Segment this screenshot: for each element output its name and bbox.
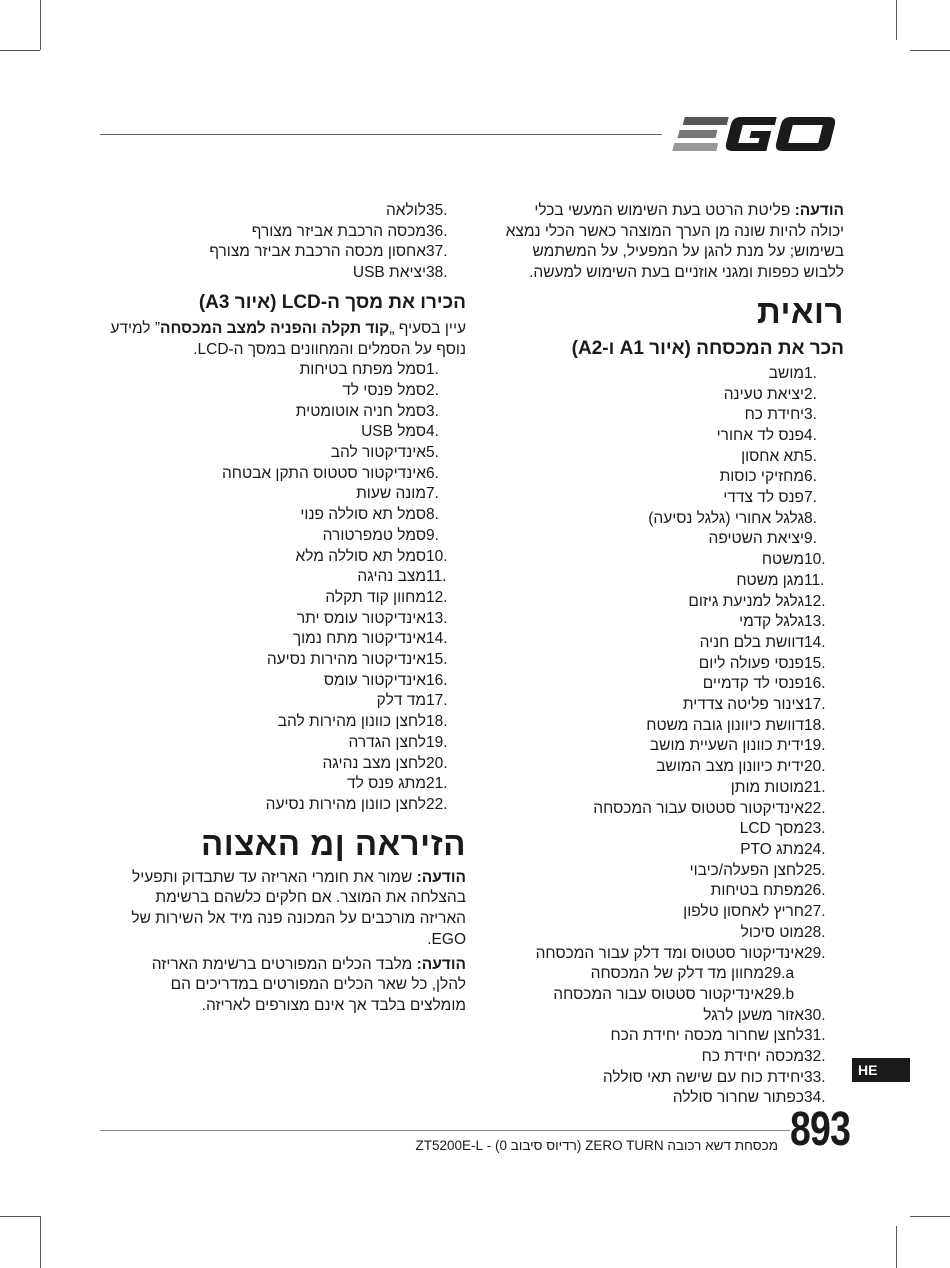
list-item-number: 8. (426, 506, 439, 524)
list-item-number: 7. (804, 489, 817, 507)
crop-mark (896, 1226, 897, 1268)
list-item-text: יציאת טעינה (723, 385, 804, 403)
note-line: יכולה להיות שונה מן הערך המוצהר כאשר הכלי נמצא (505, 222, 844, 240)
list-item-number: 16. (426, 671, 448, 689)
list-item (504, 861, 844, 882)
list-item-number: 21. (804, 778, 826, 796)
list-item-number: 11. (426, 568, 447, 586)
list-item-text: מכסה יחידת כח (701, 1048, 804, 1066)
list-item-number: 17. (804, 696, 826, 714)
list-item (96, 733, 466, 754)
list-item (96, 526, 466, 547)
list-item-text: מסך LCD (739, 820, 804, 838)
list-item (96, 443, 466, 464)
list-item-text: פנסי פעולה ליום (698, 654, 804, 672)
list-item (504, 364, 844, 385)
list-item (504, 674, 844, 695)
list-item-number: 29. (804, 944, 826, 962)
list-item (96, 484, 466, 505)
list-item (504, 488, 844, 509)
list-item-number: 22. (426, 795, 448, 813)
list-item (504, 923, 844, 944)
crop-mark (40, 0, 41, 50)
list-item-number: 26. (804, 882, 826, 900)
list-item-number: 31. (804, 1027, 826, 1045)
list-item-text: סמל מפתח בטיחות (299, 361, 426, 379)
list-item-text: אינדיקטור סטטוס עבור המכסחה (593, 799, 804, 817)
list-item-number: 23. (804, 820, 826, 838)
list-item (504, 944, 844, 965)
note-line: להלן, כל שאר הכלים המפורטים במדריכים הם (170, 976, 466, 994)
left-column (96, 201, 466, 1017)
note-line: מומלצים בלבד אך אינם מצורפים לאריזה. (201, 996, 466, 1014)
list-item (504, 405, 844, 426)
lcd-intro (96, 319, 466, 360)
list-item-text: מצב נהיגה (357, 568, 426, 586)
list-item (504, 654, 844, 675)
list-item-number: 3. (804, 406, 817, 424)
list-item-text: סמל פנסי לד (342, 381, 426, 399)
list-item (96, 263, 466, 284)
list-item-number: 2. (426, 381, 439, 399)
list-item-number: 19. (804, 737, 826, 755)
list-item-number: 32. (804, 1048, 826, 1066)
list-item-text: גלגל אחורי (גלגל נסיעה) (648, 509, 804, 527)
list-item-number: 36. (426, 222, 448, 240)
list-item (96, 712, 466, 733)
list-item (504, 612, 844, 633)
list-item-text: יחידת כוח עם שישה תאי סוללה (602, 1068, 804, 1086)
list-item-text: ידית כיוונון מצב המושב (656, 758, 804, 776)
list-item (96, 360, 466, 381)
list-item-text: חריץ לאחסון טלפון (683, 903, 804, 921)
product-line: מכסחת דשא רכובה ZERO TURN (רדיוס סיבוב 0) - ZT5200E-L (415, 1138, 778, 1153)
note-line: בשימוש; על מנת להגן על המפעיל, על המשתמש (532, 243, 844, 261)
list-item-number: 10. (426, 547, 448, 565)
list-item (96, 201, 466, 222)
list-item (504, 529, 844, 550)
lcd-symbols-list (96, 360, 466, 815)
list-item (504, 426, 844, 447)
list-item-number: 15. (426, 651, 448, 669)
list-item-number: 35. (426, 202, 448, 219)
list-item-text: מד דלק (376, 692, 426, 710)
list-item-text: יציאת USB (352, 264, 426, 282)
list-item-number: 27. (804, 903, 826, 921)
list-item-number: 9. (804, 530, 817, 548)
list-item-text: אינדיקטור להב (330, 444, 426, 462)
list-item-number: 34. (804, 1089, 826, 1107)
list-item-number: 38. (426, 264, 448, 282)
list-item-text: מחזיקי כוסות (719, 468, 804, 486)
crop-mark (40, 1216, 41, 1268)
list-item-text: סמל טמפרטורה (322, 526, 426, 544)
sub-list-item (504, 964, 844, 985)
list-item-number: 19. (426, 733, 448, 751)
lcd-section-title: הכירו את מסך ה-LCD (איור A3) (198, 291, 466, 313)
note-label: הודעה: (416, 955, 466, 973)
list-item-number: 30. (804, 1006, 826, 1024)
list-item-number: 9. (426, 526, 439, 544)
list-item-text: לחצן כוונון מהירות נסיעה (265, 795, 426, 813)
list-item-text: אינדיקטור עומס (323, 671, 426, 689)
list-item-text: לחצן כוונון מהירות להב (277, 713, 426, 731)
packing-section-title: הזיראה ןמ האצוה (200, 824, 466, 862)
list-item-text: גלגל למניעת גיזום (688, 592, 804, 610)
list-item-number: 14. (804, 633, 826, 651)
list-item-number: 21. (426, 775, 448, 793)
ego-logo (672, 112, 844, 156)
list-item-text: כפתור שחרור סוללה (672, 1089, 804, 1107)
note-label: הודעה: (794, 202, 844, 219)
list-item (96, 464, 466, 485)
crop-mark (910, 1216, 950, 1217)
packing-note-2 (96, 955, 466, 1017)
list-item-number: 8. (804, 509, 817, 527)
list-item-text: גלגל קדמי (739, 613, 804, 631)
list-item-text: ידית כוונון השעיית מושב (649, 737, 804, 755)
list-item-text: מוטות מותן (730, 778, 804, 796)
list-item-number: 12. (804, 592, 826, 610)
list-item-text: אינדיקטור סטטוס ומד דלק עבור המכסחה (535, 944, 804, 962)
page-number: 893 (790, 1103, 851, 1156)
list-item (504, 902, 844, 923)
list-item (96, 402, 466, 423)
list-item (504, 550, 844, 571)
list-item-number: 11. (804, 571, 825, 589)
list-item (504, 571, 844, 592)
note-line: EGO. (427, 930, 466, 948)
list-item (96, 222, 466, 243)
list-item-number: 29.b (764, 985, 795, 1003)
list-item-number: 37. (426, 243, 448, 261)
mower-parts-list-continued (96, 201, 466, 284)
crop-mark (0, 1216, 40, 1217)
list-item (504, 447, 844, 468)
list-item (504, 716, 844, 737)
list-item (504, 1006, 844, 1027)
crop-mark (896, 0, 897, 40)
list-item-text: מתג פנס לד (347, 775, 426, 793)
list-item (504, 819, 844, 840)
list-item (504, 633, 844, 654)
subsection-title: הכר את המכסחה (איור A1 ו-A2) (571, 337, 844, 359)
list-item (504, 736, 844, 757)
list-item-text: תא אחסון (741, 447, 804, 465)
list-item (96, 774, 466, 795)
list-item-number: 25. (804, 861, 826, 879)
packing-note-1 (96, 868, 466, 951)
list-item (504, 695, 844, 716)
list-item (504, 1026, 844, 1047)
list-item-text: לולאה (385, 202, 426, 219)
list-item-text: מחוון קוד תקלה (325, 588, 426, 606)
list-item-number: 10. (804, 551, 826, 569)
note-line: שמור את חומרי האריזה עד שתבדוק ותפעיל (132, 868, 413, 886)
list-item (96, 567, 466, 588)
list-item-number: 6. (804, 468, 817, 486)
list-item-text: פנס לד אחורי (716, 426, 804, 444)
note-label: הודעה: (416, 868, 466, 886)
list-item-text: אינדיקטור מהירות נסיעה (266, 651, 426, 669)
list-item (96, 242, 466, 263)
list-item (96, 505, 466, 526)
list-item (504, 385, 844, 406)
list-item-number: 6. (426, 464, 439, 482)
list-item-text: צינור פליטה צדדית (682, 696, 804, 714)
list-item-number: 2. (804, 385, 817, 403)
header-rule (100, 134, 662, 135)
section-title: רואית (757, 292, 844, 330)
list-item-text: אינדיקטור מתח נמוך (292, 630, 426, 648)
list-item (96, 691, 466, 712)
list-item-text: מחוון מד דלק של המכסחה (590, 965, 764, 983)
list-item (504, 799, 844, 820)
list-item-text: מתג PTO (740, 840, 804, 858)
language-badge: HE (852, 1058, 910, 1082)
list-item-text: סמל תא סוללה פנוי (300, 506, 426, 524)
list-item (504, 840, 844, 861)
list-item-number: 29.a (764, 965, 795, 983)
list-item-number: 28. (804, 923, 826, 941)
list-item (96, 795, 466, 816)
list-item-text: מכסה הרכבת אביזר מצורף (251, 222, 426, 240)
list-item-number: 20. (426, 754, 448, 772)
list-item-text: סמל חניה אוטומטית (295, 402, 426, 420)
note-line: האריזה מורכבים על המכונה פנה מיד אל השירות של (131, 910, 466, 928)
list-item-text: לחצן שחרור מכסה יחידת הכח (610, 1027, 804, 1045)
list-item (504, 757, 844, 778)
list-item-number: 18. (426, 713, 448, 731)
list-item-text: מושב (768, 364, 804, 382)
lcd-intro-reference: קוד תקלה והפניה למצב המכסחה (159, 319, 390, 337)
note-line: פליטת הרטט בעת השימוש המעשי בכלי (534, 202, 791, 219)
list-item-text: אינדיקטור סטטוס התקן אבטחה (221, 464, 426, 482)
sub-list-item (504, 985, 844, 1006)
list-item-text: דוושת כיוונון גובה משטח (646, 716, 804, 734)
list-item-number: 20. (804, 758, 826, 776)
list-item-number: 4. (426, 423, 439, 441)
list-item-text: יחידת כח (744, 406, 804, 424)
list-item (96, 422, 466, 443)
list-item-text: אזור משען לרגל (703, 1006, 804, 1024)
footer-rule (100, 1130, 790, 1131)
list-item-text: אינדיקטור סטטוס עבור המכסחה (553, 985, 764, 1003)
note-line: ללבוש כפפות ומגני אוזניים בעת השימוש למעשה. (529, 264, 844, 282)
lcd-intro-text: נוסף על הסמלים והמחוונים במסך ה-LCD. (193, 340, 466, 358)
mower-parts-list (504, 364, 844, 1109)
list-item-text: משטח (761, 551, 804, 569)
list-item (504, 592, 844, 613)
list-item-text: פנסי לד קדמיים (702, 675, 804, 693)
note-line: בהצלחה את המוצר. אם חלקים כלשהם ברשימת (155, 889, 466, 907)
list-item-text: מונה שעות (356, 485, 426, 503)
list-item-text: סמל תא סוללה מלא (295, 547, 426, 565)
ego-logo-icon (672, 112, 844, 156)
list-item (96, 588, 466, 609)
list-item-text: לחצן הפעלה/כיבוי (689, 861, 804, 879)
list-item (504, 778, 844, 799)
list-item (96, 547, 466, 568)
list-item-text: סמל USB (361, 423, 426, 441)
list-item-text: לחצן מצב נהיגה (322, 754, 426, 772)
note-line: מלבד הכלים המפורטים ברשימת האריזה (151, 955, 413, 973)
list-item-text: מגן משטח (736, 571, 804, 589)
list-item (96, 609, 466, 630)
list-item-number: 24. (804, 840, 826, 858)
list-item (96, 629, 466, 650)
list-item (96, 650, 466, 671)
crop-mark (0, 50, 40, 51)
list-item-text: פנס לד צדדי (723, 489, 804, 507)
list-item-text: יציאת השטיפה (708, 530, 804, 548)
list-item (504, 467, 844, 488)
list-item-text: מפתח בטיחות (710, 882, 804, 900)
list-item-number: 18. (804, 716, 826, 734)
list-item-text: לחצן הגדרה (348, 733, 426, 751)
list-item (504, 881, 844, 902)
list-item (96, 671, 466, 692)
list-item-number: 16. (804, 675, 826, 693)
lcd-intro-text: עיין בסעיף „ (389, 319, 466, 337)
list-item-number: 12. (426, 588, 448, 606)
crop-mark (910, 50, 950, 51)
right-column (504, 201, 844, 1109)
list-item-number: 4. (804, 426, 817, 444)
list-item-text: מוט סיכול (740, 923, 804, 941)
vibration-note (504, 201, 844, 284)
list-item-text: אינדיקטור עומס יתר (296, 609, 426, 627)
list-item-text: אחסון מכסה הרכבת אביזר מצורף (209, 243, 426, 261)
list-item-text: דוושת בלם חניה (699, 633, 804, 651)
list-item-number: 5. (426, 444, 439, 462)
list-item (504, 1047, 844, 1068)
lcd-intro-text: ” למידע (110, 319, 160, 337)
list-item (504, 509, 844, 530)
list-item-number: 17. (426, 692, 448, 710)
list-item-number: 13. (426, 609, 448, 627)
list-item-number: 1. (804, 364, 817, 382)
list-item (96, 381, 466, 402)
list-item-number: 5. (804, 447, 817, 465)
list-item-number: 22. (804, 799, 826, 817)
list-item-number: 7. (426, 485, 439, 503)
list-item-number: 15. (804, 654, 826, 672)
list-item-number: 33. (804, 1068, 826, 1086)
list-item-number: 13. (804, 613, 826, 631)
list-item-number: 1. (426, 361, 439, 379)
list-item (504, 1068, 844, 1089)
list-item (96, 754, 466, 775)
list-item-number: 14. (426, 630, 448, 648)
list-item-number: 3. (426, 402, 439, 420)
